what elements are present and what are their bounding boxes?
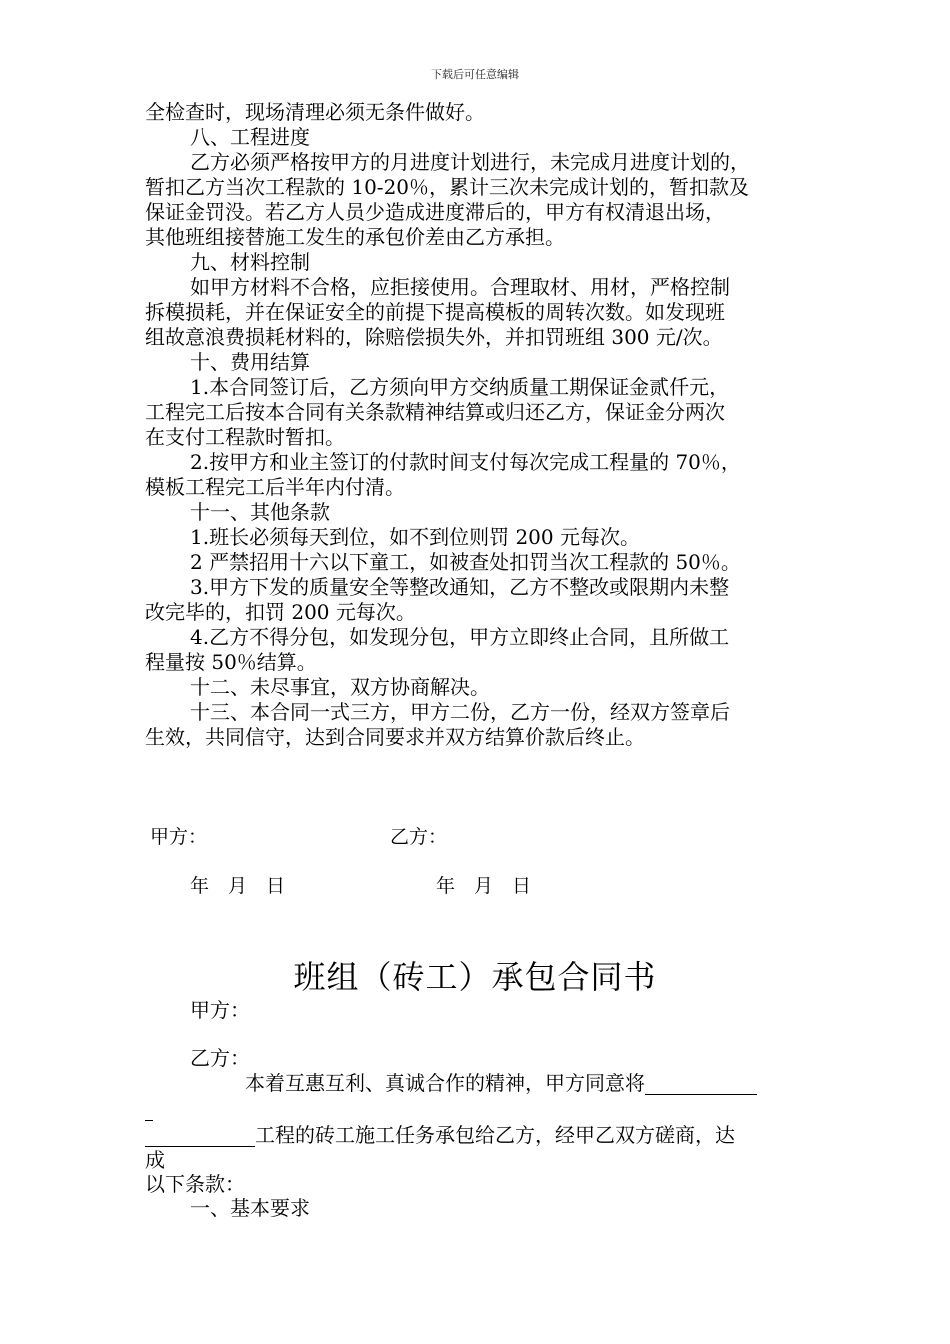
section-heading: 九、材料控制 bbox=[190, 250, 310, 274]
section-heading: 八、工程进度 bbox=[190, 125, 310, 149]
text-line: 乙方必须严格按甲方的月进度计划进行，未完成月进度计划的， bbox=[190, 150, 750, 174]
blank-wrap bbox=[145, 1097, 153, 1121]
text-line: 十三、本合同一式三方，甲方二份，乙方一份，经双方签章后 bbox=[190, 700, 730, 724]
party-a-date: 年 月 日 bbox=[190, 875, 286, 897]
party-a-signature-label: 甲方： bbox=[150, 826, 208, 848]
intro-line bbox=[245, 1071, 757, 1095]
text-line: 暂扣乙方当次工程款的 10-20％，累计三次未完成计划的，暂扣款及 bbox=[145, 175, 750, 199]
project-name-blank-wrap bbox=[145, 1100, 153, 1121]
section-heading: 十、费用结算 bbox=[190, 350, 310, 374]
text-line: 改完毕的，扣罚 200 元每次。 bbox=[145, 600, 416, 624]
text-line: 十二、未尽事宜，双方协商解决。 bbox=[190, 675, 490, 699]
text-line: 组故意浪费损耗材料的，除赔偿损失外，并扣罚班组 300 元/次。 bbox=[145, 325, 723, 349]
section-heading: 十一、其他条款 bbox=[190, 500, 330, 524]
project-name-blank bbox=[645, 1074, 757, 1095]
intro-text: 工程的砖工施工任务承包给乙方，经甲乙双方磋商，达 bbox=[255, 1123, 735, 1147]
project-name-blank-2 bbox=[145, 1126, 255, 1147]
text-line: 2 严禁招用十六以下童工，如被查处扣罚当次工程款的 50％。 bbox=[190, 550, 741, 574]
text-line: 模板工程完工后半年内付清。 bbox=[145, 475, 405, 499]
text-line: 生效，共同信守，达到合同要求并双方结算价款后终止。 bbox=[145, 725, 645, 749]
intro-line bbox=[145, 1123, 735, 1147]
text-line: 3.甲方下发的质量安全等整改通知，乙方不整改或限期内未整 bbox=[190, 575, 730, 599]
text-line: 1.班长必须每天到位，如不到位则罚 200 元每次。 bbox=[190, 525, 640, 549]
text-line: 4.乙方不得分包，如发现分包，甲方立即终止合同，且所做工 bbox=[190, 625, 730, 649]
text-line: 拆模损耗，并在保证安全的前提下提高模板的周转次数。如发现班 bbox=[145, 300, 725, 324]
text-line: 其他班组接替施工发生的承包价差由乙方承担。 bbox=[145, 225, 565, 249]
text-line: 全检查时，现场清理必须无条件做好。 bbox=[145, 100, 485, 124]
text-line: 1.本合同签订后，乙方须向甲方交纳质量工期保证金贰仟元， bbox=[190, 375, 730, 399]
text-line: 如甲方材料不合格，应拒接使用。合理取材、用材，严格控制 bbox=[190, 275, 730, 299]
text-line: 保证金罚没。若乙方人员少造成进度滞后的，甲方有权清退出场， bbox=[145, 200, 725, 224]
party-a-label: 甲方： bbox=[190, 998, 250, 1022]
contract-title: 班组（砖工）承包合同书 bbox=[293, 958, 657, 996]
party-b-label: 乙方： bbox=[190, 1046, 250, 1070]
page-header: 下载后可任意编辑 bbox=[431, 68, 519, 81]
text-line: 在支付工程款时暂扣。 bbox=[145, 425, 345, 449]
intro-wrap: 成 bbox=[145, 1148, 165, 1172]
intro-line: 以下条款： bbox=[145, 1172, 245, 1196]
section-heading: 一、基本要求 bbox=[190, 1196, 310, 1220]
party-b-date: 年 月 日 bbox=[436, 875, 532, 897]
text-line: 2.按甲方和业主签订的付款时间支付每次完成工程量的 70％， bbox=[190, 450, 741, 474]
intro-text: 本着互惠互利、真诚合作的精神，甲方同意将 bbox=[245, 1071, 645, 1095]
text-line: 程量按 50％结算。 bbox=[145, 650, 317, 674]
text-line: 工程完工后按本合同有关条款精神结算或归还乙方，保证金分两次 bbox=[145, 400, 725, 424]
party-b-signature-label: 乙方： bbox=[390, 826, 448, 848]
